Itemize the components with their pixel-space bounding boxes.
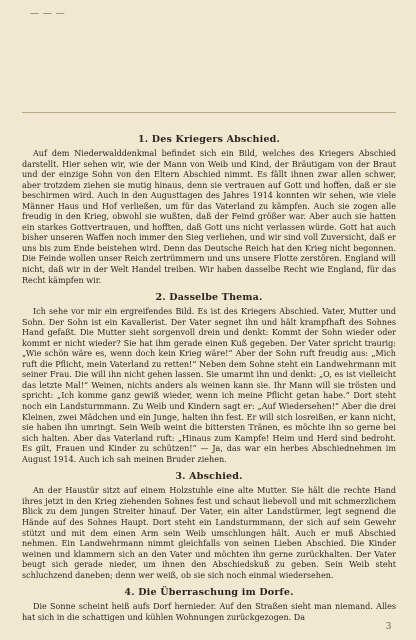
section-heading: 1. Des Kriegers Abschied.	[137, 134, 281, 145]
section-paragraph: An der Haustür sitzt auf einem Holzstuhle eine alte Mutter. Sie hält die rechte Hand ihres jetzt in den Krieg ziehenden Sohnes fest und schaut liebevoll und mit schmerzlichem Blick zu dem jungen Streiter hinauf. Der Vater, ein alter Landstürmer, legt segnend die Hände auf des Sohnes Haupt. Dort steht ein Landsturmmann, der sich auf sein Gewehr stützt und mit dem einen Arm sein Weib umschlungen hält. Auch er muß Abschied nehmen. Ein Landwehrmann nimmt gleichfalls von seinen Lieben Abschied. Die Kinder weinen und klammern sich an den Vater und möchten ihn gerne zurückhalten. Der Vater beugt sich gerade nieder, um ihnen den Abschiedskuß zu geben. Sein Weib steht schluchzend daneben; denn wer weiß, ob sie sich noch einmal wiedersehen.	[22, 486, 396, 580]
section-paragraph: Die Sonne scheint heiß aufs Dorf hernieder. Auf den Straßen sieht man niemand. Alles hat sich in die schattigen und kühlen Wohnungen zurückgezogen. Da	[22, 602, 396, 622]
section-3	[22, 471, 396, 581]
page-marker-top: — — —	[30, 9, 66, 19]
page-content	[22, 128, 396, 623]
section-heading: 3. Abschied.	[175, 471, 243, 483]
divider	[22, 112, 396, 113]
section-4	[22, 587, 396, 623]
section-1	[22, 134, 396, 286]
page-number: 3	[385, 622, 392, 632]
section-heading: 4. Die Überraschung im Dorfe.	[124, 587, 294, 599]
section-paragraph: Ich sehe vor mir ein ergreifendes Bild. Es ist des Kriegers Abschied. Vater, Mutter und Sohn. Der Sohn ist ein Kavallerist. Der Vater segnet ihn und hält krampfhaft des Sohnes Hand gefaßt. Die Mutter sieht sorgenvoll drein und denkt: Kommt der Sohn wieder oder kommt er nicht wieder? Sie hat ihm gerade einen Kuß gegeben. Der Vater spricht traurig: „Wie schön wäre es, wenn doch kein Krieg wäre!“ Aber der Sohn ruft freudig aus: „Mich ruft die Pflicht, mein Vaterland zu retten!“ Neben dem Sohne steht ein Landwehrmann mit seiner Frau. Die will ihn nicht gehen lassen. Sie umarmt ihn und denkt: „O, es ist vielleicht das letzte Mal!“ Weinen, nichts anders als weinen kann sie. Ihr Mann will sie trösten und spricht: „Ich komme ganz gewiß wieder, wenn ich meine Pflicht getan habe.“ Dort steht noch ein Landsturmmann. Zu Weib und Kindern sagt er: „Auf Wiedersehen!“ Aber die drei Kleinen, zwei Mädchen und ein Junge, halten ihn fest. Er will sich losreißen, er kann nicht, sie haben ihn umringt. Sein Weib weint die bittersten Tränen, es möchte ihn so gerne bei sich halten. Aber das Vaterland ruft: „Hinaus zum Kampfe! Heim und Herd sind bedroht. Es gilt, Frauen und Kinder zu schützen!“ — Ja, das war ein herbes Abschiednehmen im August 1914. Auch ich sah meinen Bruder ziehen.	[22, 307, 396, 464]
section-heading: 2. Dasselbe Thema.	[155, 292, 263, 304]
section-2	[22, 292, 396, 465]
section-paragraph: Auf dem Niederwalddenkmal befindet sich ein Bild, welches des Kriegers Abschied darstellt. Hier sehen wir, wie der Mann von Weib und Kind, der Bräutigam von der Braut und der einzige Sohn von den Eltern Abschied nimmt. Es fällt ihnen zwar allen schwer, aber trotzdem ziehen sie mutig hinaus, denn sie vertrauen auf Gott und hoffen, daß er sie beschirmen wird. Auch in den Augusttagen des Jahres 1914 konnten wir sehen, wie viele Männer Haus und Hof verließen, um für das Vaterland zu kämpfen. Auch sie zogen alle freudig in den Krieg, obwohl sie wußten, daß der Feind größer war. Aber auch sie hatten ein starkes Gottvertrauen, und hofften, daß Gott uns nicht verlassen würde. Gott hat auch bisher unseren Waffen noch immer den Sieg verliehen, und wir sind voll Zuversicht, daß er uns bis zum Ende beistehen wird. Denn das Deutsche Reich hat den Krieg nicht begonnen. Die Feinde wollen unser Reich zertrümmern und uns unsere Flotte zerstören. England will nicht, daß wir in der Welt Handel treiben. Wir haben dasselbe Recht wie England, für das Recht kämpfen wir.	[22, 149, 396, 285]
